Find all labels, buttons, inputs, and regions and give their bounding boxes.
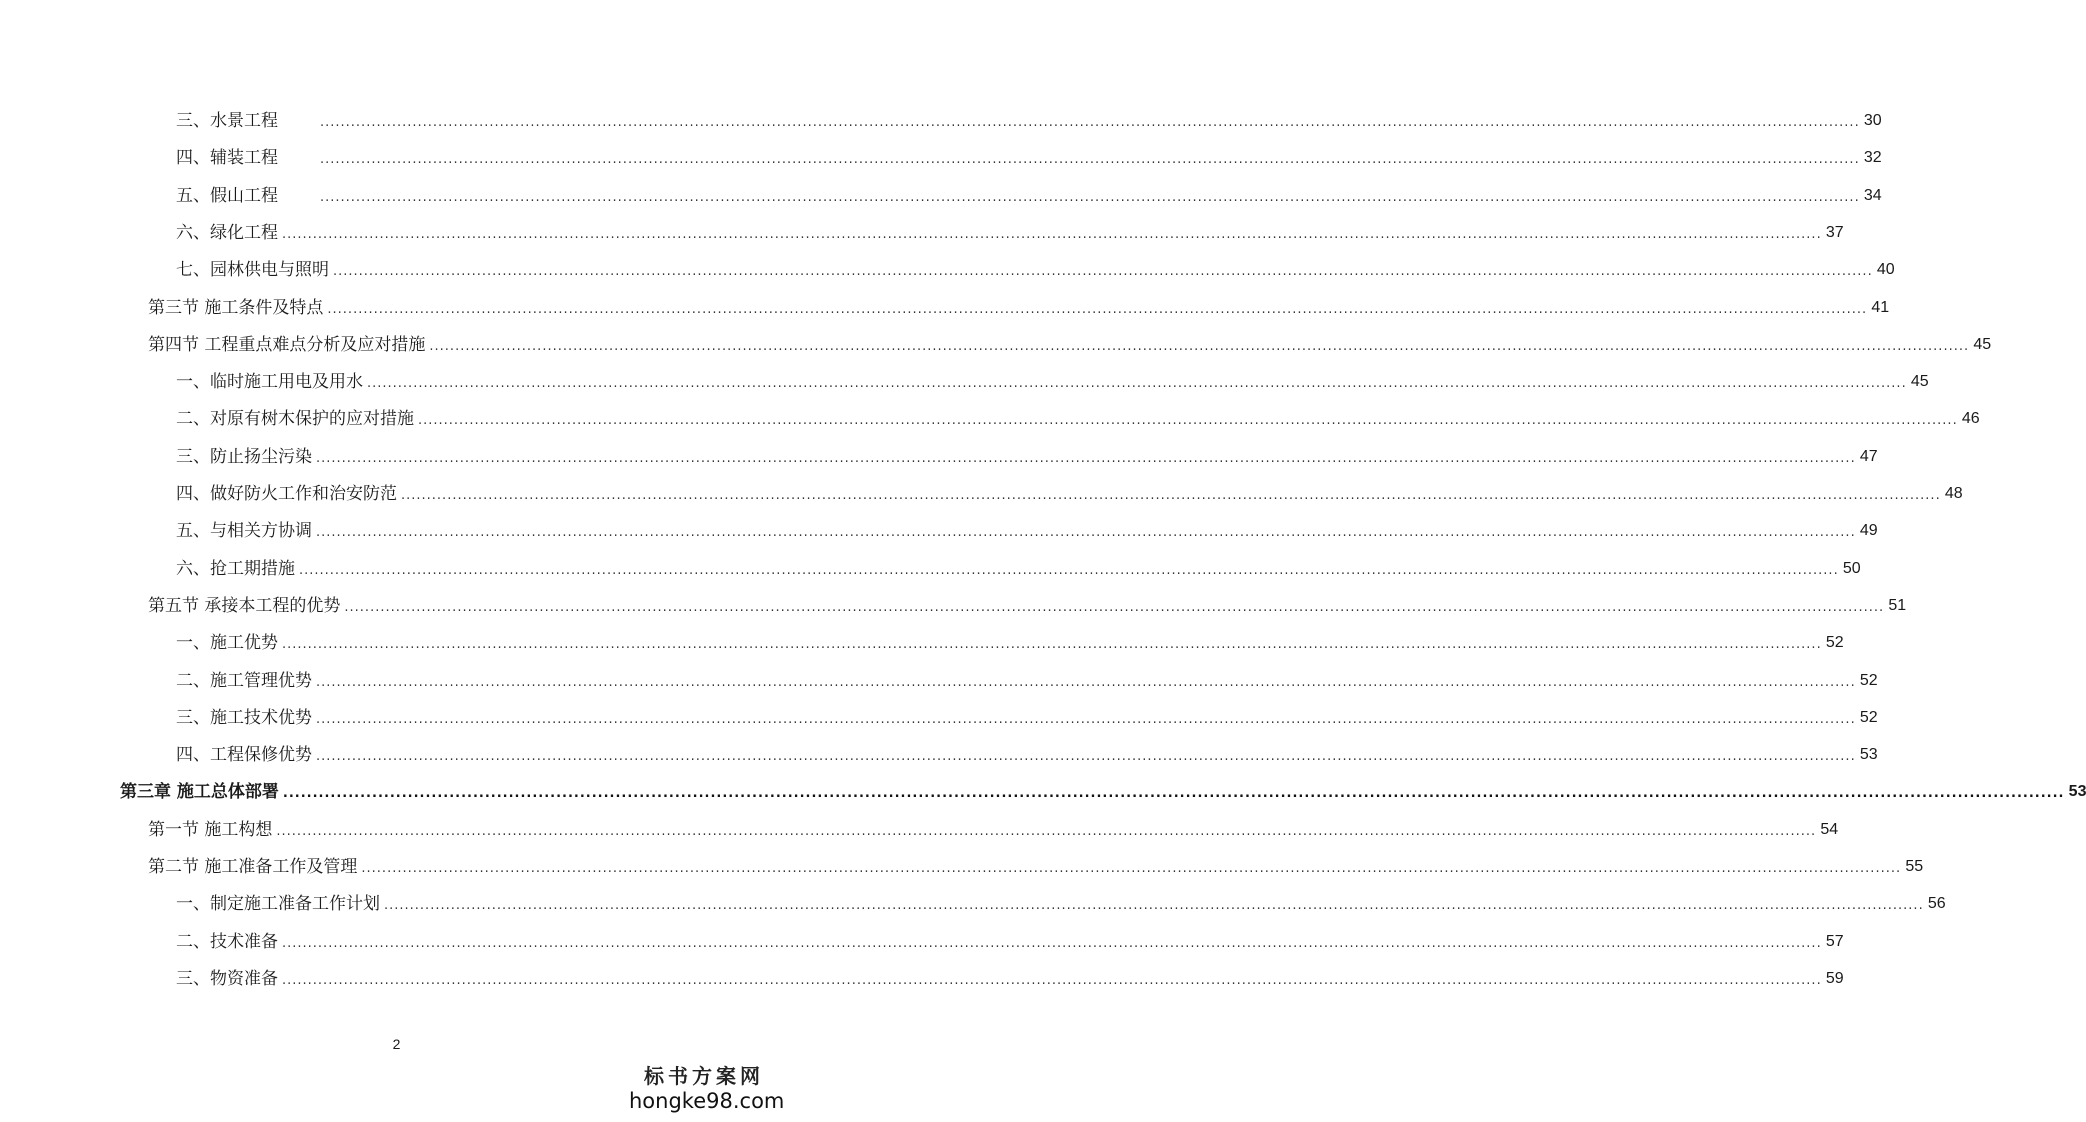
toc-entry-title: 三、防止扬尘污染 bbox=[176, 447, 312, 467]
toc-section-entry bbox=[148, 815, 1839, 841]
toc-dot-leader: ............................................................................................................................................................................................................................................................................................................ bbox=[282, 227, 1822, 242]
toc-entry-page: 55 bbox=[1905, 858, 1924, 875]
toc-entry-title: 一、施工优势 bbox=[176, 633, 278, 653]
toc-item-entry bbox=[176, 666, 1878, 692]
toc-item-entry bbox=[176, 143, 1882, 169]
toc-entry-title: 四、做好防火工作和治安防范 bbox=[176, 484, 397, 504]
toc-dot-leader: ............................................................................................................................................................................................................................................................................................................ bbox=[282, 637, 1822, 652]
toc-entry-page: 57 bbox=[1825, 933, 1844, 950]
toc-entry-page: 47 bbox=[1859, 448, 1878, 465]
toc-entry-page: 32 bbox=[1863, 149, 1882, 166]
watermark-logo bbox=[629, 1064, 785, 1114]
toc-item-entry bbox=[176, 927, 1844, 953]
toc-item-entry bbox=[176, 442, 1878, 468]
toc-item-entry bbox=[176, 479, 1963, 505]
toc-dot-leader: ............................................................................................................................................................................................................................................................................................................ bbox=[316, 712, 1856, 727]
toc-entry-title: 第五节 承接本工程的优势 bbox=[148, 596, 341, 616]
toc-entry-title: 六、抢工期措施 bbox=[176, 559, 295, 579]
toc-entry-title: 四、辅装工程 bbox=[176, 148, 278, 168]
toc-dot-leader: ............................................................................................................................................................................................................................................................................................................ bbox=[299, 563, 1839, 578]
toc-entry-page: 53 bbox=[2068, 783, 2086, 800]
toc-entry-page: 45 bbox=[1973, 336, 1992, 353]
toc-dot-leader: ............................................................................................................................................................................................................................................................................................................ bbox=[320, 190, 1860, 205]
toc-entry-title: 一、临时施工用电及用水 bbox=[176, 372, 363, 392]
toc-dot-leader: ............................................................................................................................................................................................................................................................................................................ bbox=[384, 898, 1924, 913]
toc-item-entry bbox=[176, 218, 1844, 244]
toc-dot-leader: ............................................................................................................................................................................................................................................................................................................ bbox=[282, 936, 1822, 951]
toc-entry-title: 三、施工技术优势 bbox=[176, 708, 312, 728]
toc-item-entry bbox=[176, 964, 1844, 990]
page-number: 2 bbox=[392, 1036, 401, 1052]
toc-entry-page: 49 bbox=[1859, 522, 1878, 539]
toc-item-entry bbox=[176, 703, 1878, 729]
toc-item-entry bbox=[176, 516, 1878, 542]
toc-item-entry bbox=[176, 367, 1929, 393]
toc-entry-title: 七、园林供电与照明 bbox=[176, 260, 329, 280]
toc-entry-title: 一、制定施工准备工作计划 bbox=[176, 894, 380, 914]
watermark-url: hongke98.com bbox=[629, 1089, 785, 1113]
toc-item-entry bbox=[176, 628, 1844, 654]
toc-item-entry bbox=[176, 740, 1878, 766]
toc-item-entry bbox=[176, 106, 1882, 132]
toc-dot-leader: ............................................................................................................................................................................................................................................................................................................ bbox=[276, 824, 1817, 839]
toc-entry-page: 45 bbox=[1910, 373, 1929, 390]
toc-dot-leader: ............................................................................................................................................................................................................................................................................................................ bbox=[367, 376, 1907, 391]
toc-dot-leader: ............................................................................................................................................................................................................................................................................................................ bbox=[361, 861, 1902, 876]
toc-entry-page: 52 bbox=[1859, 709, 1878, 726]
toc-entry-title: 第四节 工程重点难点分析及应对措施 bbox=[148, 335, 426, 355]
toc-dot-leader: ............................................................................................................................................................................................................................................................................................................ bbox=[282, 973, 1822, 988]
toc-section-entry bbox=[148, 293, 1890, 319]
toc-entry-page: 41 bbox=[1871, 299, 1890, 316]
toc-dot-leader: ............................................................................................................................................................................................................................................................................................................ bbox=[282, 786, 2065, 801]
toc-entry-page: 48 bbox=[1944, 485, 1963, 502]
toc-dot-leader: ............................................................................................................................................................................................................................................................................................................ bbox=[316, 525, 1856, 540]
toc-dot-leader: ............................................................................................................................................................................................................................................................................................................ bbox=[401, 488, 1941, 503]
toc-entry-page: 51 bbox=[1888, 597, 1907, 614]
toc-entry-title: 二、对原有树木保护的应对措施 bbox=[176, 409, 414, 429]
toc-item-entry bbox=[176, 255, 1895, 281]
toc-dot-leader: ............................................................................................................................................................................................................................................................................................................ bbox=[344, 600, 1885, 615]
toc-dot-leader: ............................................................................................................................................................................................................................................................................................................ bbox=[418, 413, 1958, 428]
toc-dot-leader: ............................................................................................................................................................................................................................................................................................................ bbox=[327, 302, 1868, 317]
toc-entry-page: 46 bbox=[1961, 410, 1980, 427]
toc-entry-page: 30 bbox=[1863, 112, 1882, 129]
toc-chapter-entry bbox=[120, 777, 2086, 803]
toc-entry-page: 52 bbox=[1859, 672, 1878, 689]
watermark-title: 标书方案网 bbox=[644, 1064, 764, 1088]
toc-entry-page: 34 bbox=[1863, 187, 1882, 204]
toc-item-entry bbox=[176, 181, 1882, 207]
toc-entry-title: 第二节 施工准备工作及管理 bbox=[148, 857, 358, 877]
toc-section-entry bbox=[148, 591, 1907, 617]
toc-entry-title: 第一节 施工构想 bbox=[148, 820, 273, 840]
toc-dot-leader: ............................................................................................................................................................................................................................................................................................................ bbox=[320, 115, 1860, 130]
toc-section-entry bbox=[148, 330, 1992, 356]
toc-entry-page: 54 bbox=[1820, 821, 1839, 838]
toc-entry-title: 五、假山工程 bbox=[176, 186, 278, 206]
toc-entry-page: 52 bbox=[1825, 634, 1844, 651]
toc-entry-page: 37 bbox=[1825, 224, 1844, 241]
toc-entry-page: 53 bbox=[1859, 746, 1878, 763]
toc-dot-leader: ............................................................................................................................................................................................................................................................................................................ bbox=[333, 264, 1873, 279]
toc-entry-title: 三、水景工程 bbox=[176, 111, 278, 131]
toc-entry-title: 二、施工管理优势 bbox=[176, 671, 312, 691]
toc-section-entry bbox=[148, 852, 1924, 878]
toc-dot-leader: ............................................................................................................................................................................................................................................................................................................ bbox=[320, 152, 1860, 167]
toc-entry-title: 三、物资准备 bbox=[176, 969, 278, 989]
toc-entry-page: 59 bbox=[1825, 970, 1844, 987]
toc-entry-title: 六、绿化工程 bbox=[176, 223, 278, 243]
toc-entry-page: 50 bbox=[1842, 560, 1861, 577]
toc-entry-title: 第三节 施工条件及特点 bbox=[148, 298, 324, 318]
toc-dot-leader: ............................................................................................................................................................................................................................................................................................................ bbox=[429, 339, 1970, 354]
toc-entry-page: 56 bbox=[1927, 895, 1946, 912]
toc-entry-title: 五、与相关方协调 bbox=[176, 521, 312, 541]
toc-dot-leader: ............................................................................................................................................................................................................................................................................................................ bbox=[316, 451, 1856, 466]
toc-entry-title: 二、技术准备 bbox=[176, 932, 278, 952]
toc-entry-title: 四、工程保修优势 bbox=[176, 745, 312, 765]
toc-dot-leader: ............................................................................................................................................................................................................................................................................................................ bbox=[316, 749, 1856, 764]
toc-item-entry bbox=[176, 554, 1861, 580]
toc-entry-page: 40 bbox=[1876, 261, 1895, 278]
toc-item-entry bbox=[176, 889, 1946, 915]
toc-entry-title: 第三章 施工总体部署 bbox=[120, 782, 279, 802]
toc-dot-leader: ............................................................................................................................................................................................................................................................................................................ bbox=[316, 675, 1856, 690]
toc-item-entry bbox=[176, 404, 1980, 430]
